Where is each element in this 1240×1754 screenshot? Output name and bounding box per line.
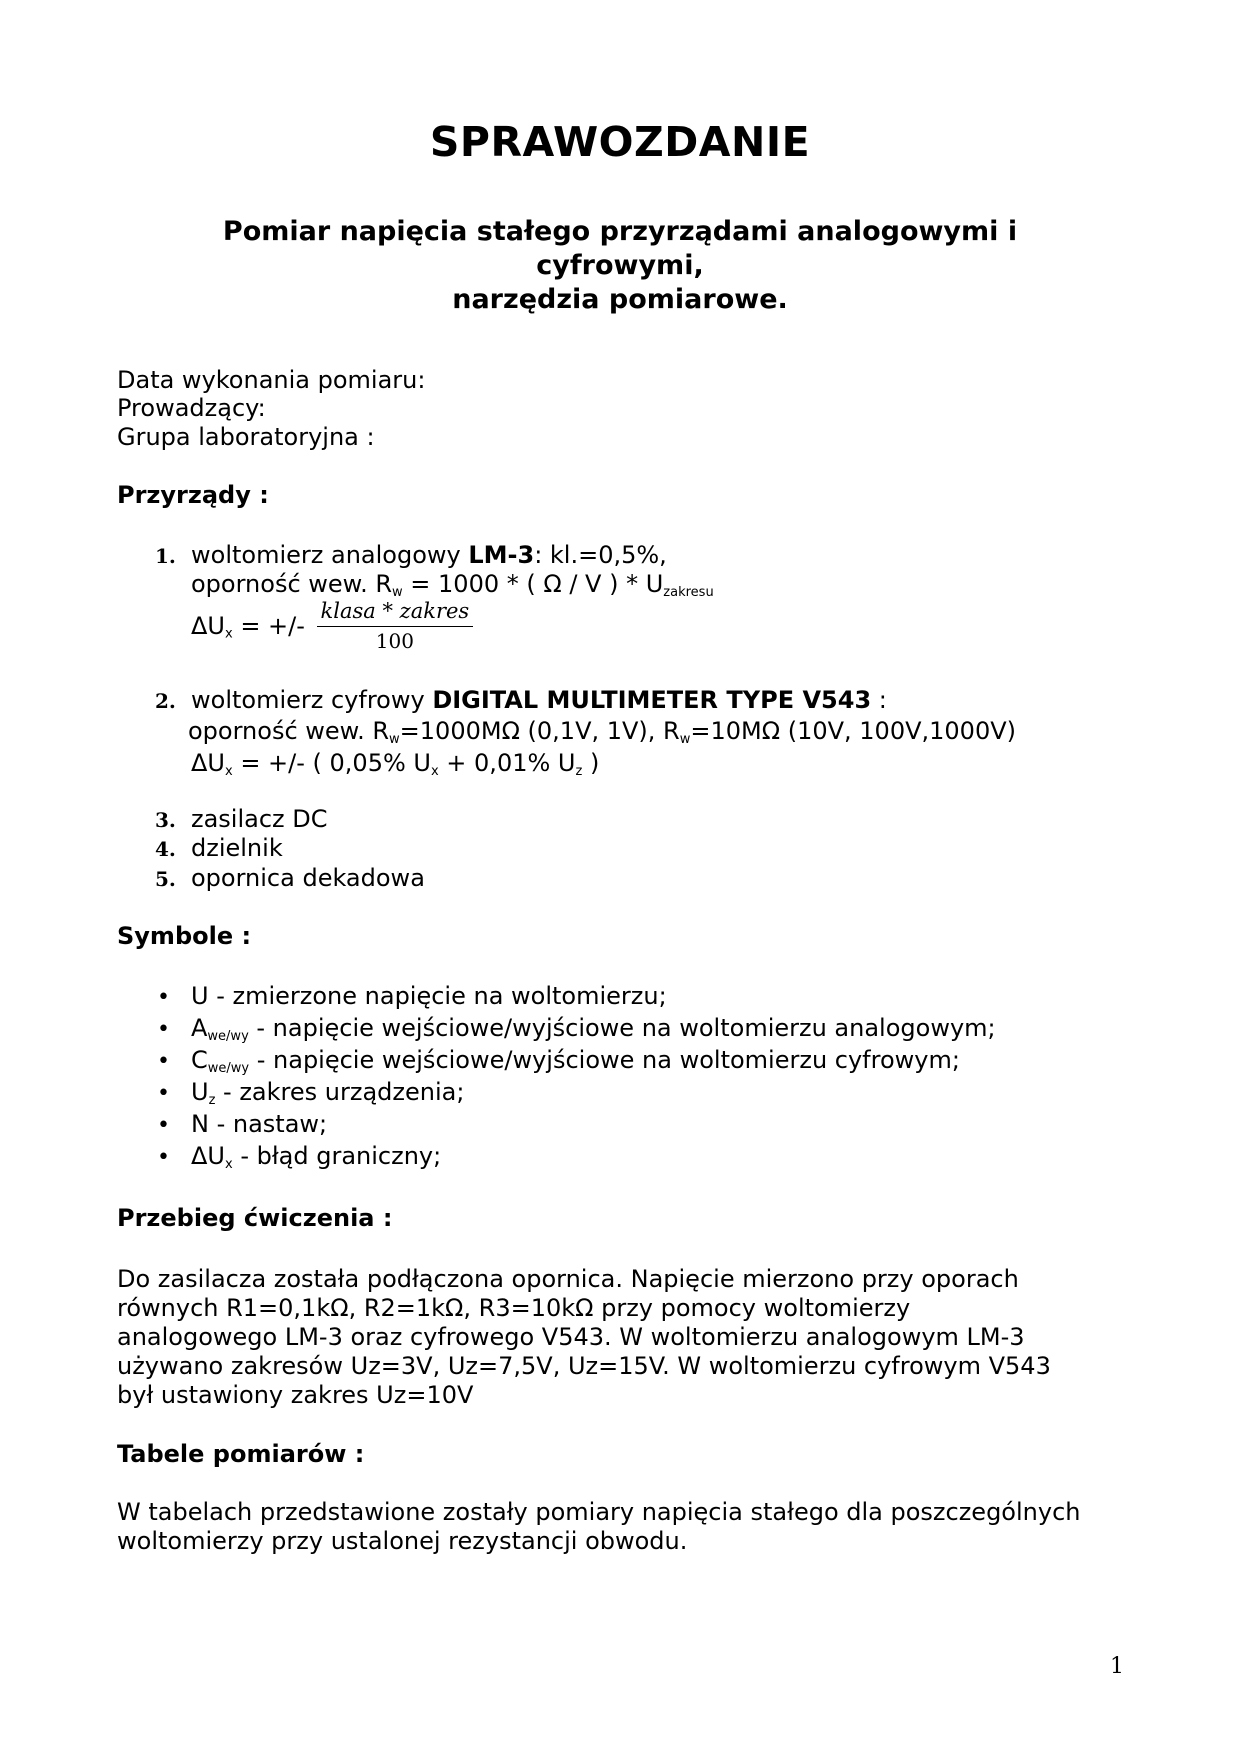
page-number: 1	[1110, 1654, 1124, 1679]
error-fraction	[317, 598, 474, 655]
procedure-line-1: Do zasilacza została podłączona opornica. Napięcie mierzono przy oporach	[117, 1265, 1019, 1293]
bullet-icon: •	[157, 1145, 170, 1170]
instrument-1-error-formula: $\Delta U_x$ = +/- $\frac{\text{klasa * zakres}}{100}$	[191, 598, 473, 655]
symbol-item-3: • $C_{we/wy}$ - napięcie wejściowe/wyjściowe na woltomierzu cyfrowym;	[157, 1046, 960, 1076]
procedure-heading: Przebieg ćwiczenia :	[117, 1204, 393, 1232]
tables-paragraph	[117, 1498, 1137, 1556]
bullet-icon: •	[157, 1049, 170, 1074]
symbol-item-6: • $\Delta U_x$ - błąd graniczny;	[157, 1142, 442, 1172]
symbol-item-5: • N - nastaw;	[157, 1110, 328, 1138]
instrument-item-3: 3. zasilacz DC	[155, 805, 328, 833]
list-number: 5.	[155, 867, 176, 891]
instrument-item-2: 2. woltomierz cyfrowy DIGITAL MULTIMETER TYPE V543 :	[155, 686, 887, 714]
procedure-line-3: analogowego LM-3 oraz cyfrowego V543. W woltomierzu analogowym LM-3	[117, 1323, 1025, 1351]
instrument-1-resistance: oporność wew. $R_w = 1000$ * ( Ω / V ) * $U_{zakresu}$	[191, 570, 714, 600]
instrument-model: DIGITAL MULTIMETER TYPE V543	[432, 686, 872, 714]
bullet-icon: •	[157, 985, 170, 1010]
list-number: 2.	[155, 689, 176, 713]
list-number: 1.	[155, 544, 176, 568]
instruments-heading: Przyrządy :	[117, 481, 269, 509]
procedure-line-2: równych R1=0,1kΩ, R2=1kΩ, R3=10kΩ przy pomocy woltomierzy	[117, 1294, 911, 1322]
document-subtitle	[150, 215, 1090, 317]
subtitle-line-1: Pomiar napięcia stałego przyrządami analogowymi i	[222, 216, 1018, 247]
symbol-item-1: • U - zmierzone napięcie na woltomierzu;	[157, 982, 667, 1010]
procedure-line-4: używano zakresów Uz=3V, Uz=7,5V, Uz=15V. W woltomierzu cyfrowym V543	[117, 1352, 1051, 1380]
fraction-numerator: klasa * zakres	[317, 598, 474, 627]
bullet-icon: •	[157, 1081, 170, 1106]
instrument-model: LM-3	[468, 541, 535, 569]
procedure-paragraph	[117, 1265, 1137, 1410]
bullet-icon: •	[157, 1113, 170, 1138]
instrument-2-resistance: oporność wew. $R_w=1000M\Omega$ (0,1V, 1V), $R_w=10M\Omega$ (10V, 100V,1000V)	[188, 717, 1016, 747]
group-label: Grupa laboratoryjna :	[117, 423, 375, 451]
instrument-item-4: 4. dzielnik	[155, 834, 283, 862]
procedure-line-5: był ustawiony zakres Uz=10V	[117, 1381, 474, 1409]
instrument-item-1: 1. woltomierz analogowy LM-3: kl.=0,5%,	[155, 541, 667, 569]
teacher-label: Prowadzący:	[117, 394, 266, 422]
date-label: Data wykonania pomiaru:	[117, 366, 426, 394]
fraction-denominator: 100	[375, 629, 414, 653]
document-title: SPRAWOZDANIE	[429, 118, 811, 166]
instrument-item-5: 5. opornica dekadowa	[155, 864, 425, 892]
symbol-item-4: • $U_z$ - zakres urządzenia;	[157, 1078, 465, 1108]
bullet-icon: •	[157, 1017, 170, 1042]
tables-line-2: woltomierzy przy ustalonej rezystancji obwodu.	[117, 1527, 688, 1555]
symbol-item-2: • $A_{we/wy}$ - napięcie wejściowe/wyjściowe na woltomierzu analogowym;	[157, 1014, 996, 1044]
list-number: 4.	[155, 837, 176, 861]
list-number: 3.	[155, 808, 176, 832]
subtitle-line-3: narzędzia pomiarowe.	[452, 284, 788, 315]
subtitle-line-2: cyfrowymi,	[536, 250, 704, 281]
instrument-2-error-formula: $\Delta U_x$ = +/- ( 0,05% $U_x + 0,01\%$ $U_z$ )	[191, 749, 600, 779]
symbols-heading: Symbole :	[117, 922, 252, 950]
tables-line-1: W tabelach przedstawione zostały pomiary napięcia stałego dla poszczególnych	[117, 1498, 1081, 1526]
tables-heading: Tabele pomiarów :	[117, 1440, 365, 1468]
